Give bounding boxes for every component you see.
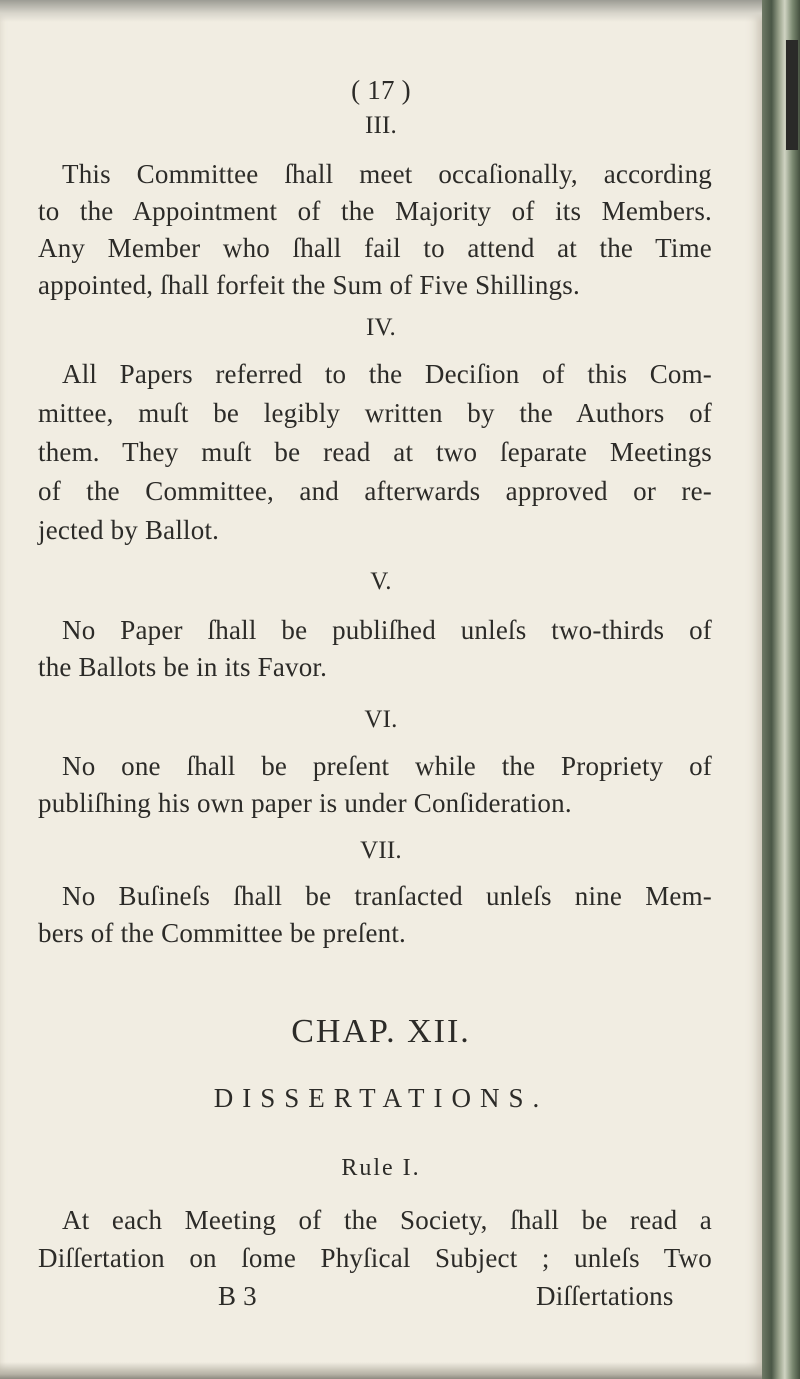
section-heading-iii: III. xyxy=(364,112,398,139)
section-iv-line-2: mittee, muſt be legibly written by the Authors of xyxy=(38,398,712,428)
section-heading-vii: VII. xyxy=(360,837,402,864)
chapter-title: CHAP. XII. xyxy=(291,1013,471,1050)
section-v-line-2: the Ballots be in its Favor. xyxy=(38,652,328,682)
signature-mark: B 3 xyxy=(218,1281,257,1311)
section-iv-line-4: of the Committee, and afterwards approved or re- xyxy=(38,476,712,506)
book-binding-edge xyxy=(762,0,800,1379)
catchword: Diſſertations xyxy=(536,1281,674,1311)
section-iv-line-3: them. They muſt be read at two ſeparate Meetings xyxy=(38,437,712,467)
section-heading-v: V. xyxy=(370,568,392,595)
page-bottom-edge xyxy=(0,1362,762,1379)
rule-line-2: Diſſertation on ſome Phyſical Subject ; unleſs Two xyxy=(38,1243,712,1273)
section-vi-line-2: publiſhing his own paper is under Conſideration. xyxy=(38,788,572,818)
section-iii-line-3: Any Member who ſhall fail to attend at the Time xyxy=(38,233,712,263)
section-iv-line-5: jected by Ballot. xyxy=(38,515,220,545)
section-v-line-1: No Paper ſhall be publiſhed unleſs two-thirds of xyxy=(62,615,712,645)
section-iii-line-1: This Committee ſhall meet occaſionally, according xyxy=(62,159,712,189)
section-iv-line-1: All Papers referred to the Deciſion of this Com- xyxy=(62,359,712,389)
binding-shadow-mark xyxy=(786,40,798,150)
section-heading-iv: IV. xyxy=(365,314,396,341)
chapter-subtitle: DISSERTATIONS. xyxy=(213,1083,549,1113)
rule-heading: Rule I. xyxy=(341,1155,421,1181)
section-heading-vi: VI. xyxy=(364,706,398,733)
rule-line-1: At each Meeting of the Society, ſhall be read a xyxy=(62,1205,712,1235)
section-vii-line-2: bers of the Committee be preſent. xyxy=(38,918,406,948)
page-number: ( 17 ) xyxy=(351,75,411,105)
section-vii-line-1: No Buſineſs ſhall be tranſacted unleſs nine Mem- xyxy=(62,881,712,911)
section-iii-line-2: to the Appointment of the Majority of its Members. xyxy=(38,196,712,226)
section-vi-line-1: No one ſhall be preſent while the Propriety of xyxy=(62,751,712,781)
page-top-edge xyxy=(0,0,762,22)
section-iii-line-4: appointed, ſhall forfeit the Sum of Five Shillings. xyxy=(38,270,580,300)
